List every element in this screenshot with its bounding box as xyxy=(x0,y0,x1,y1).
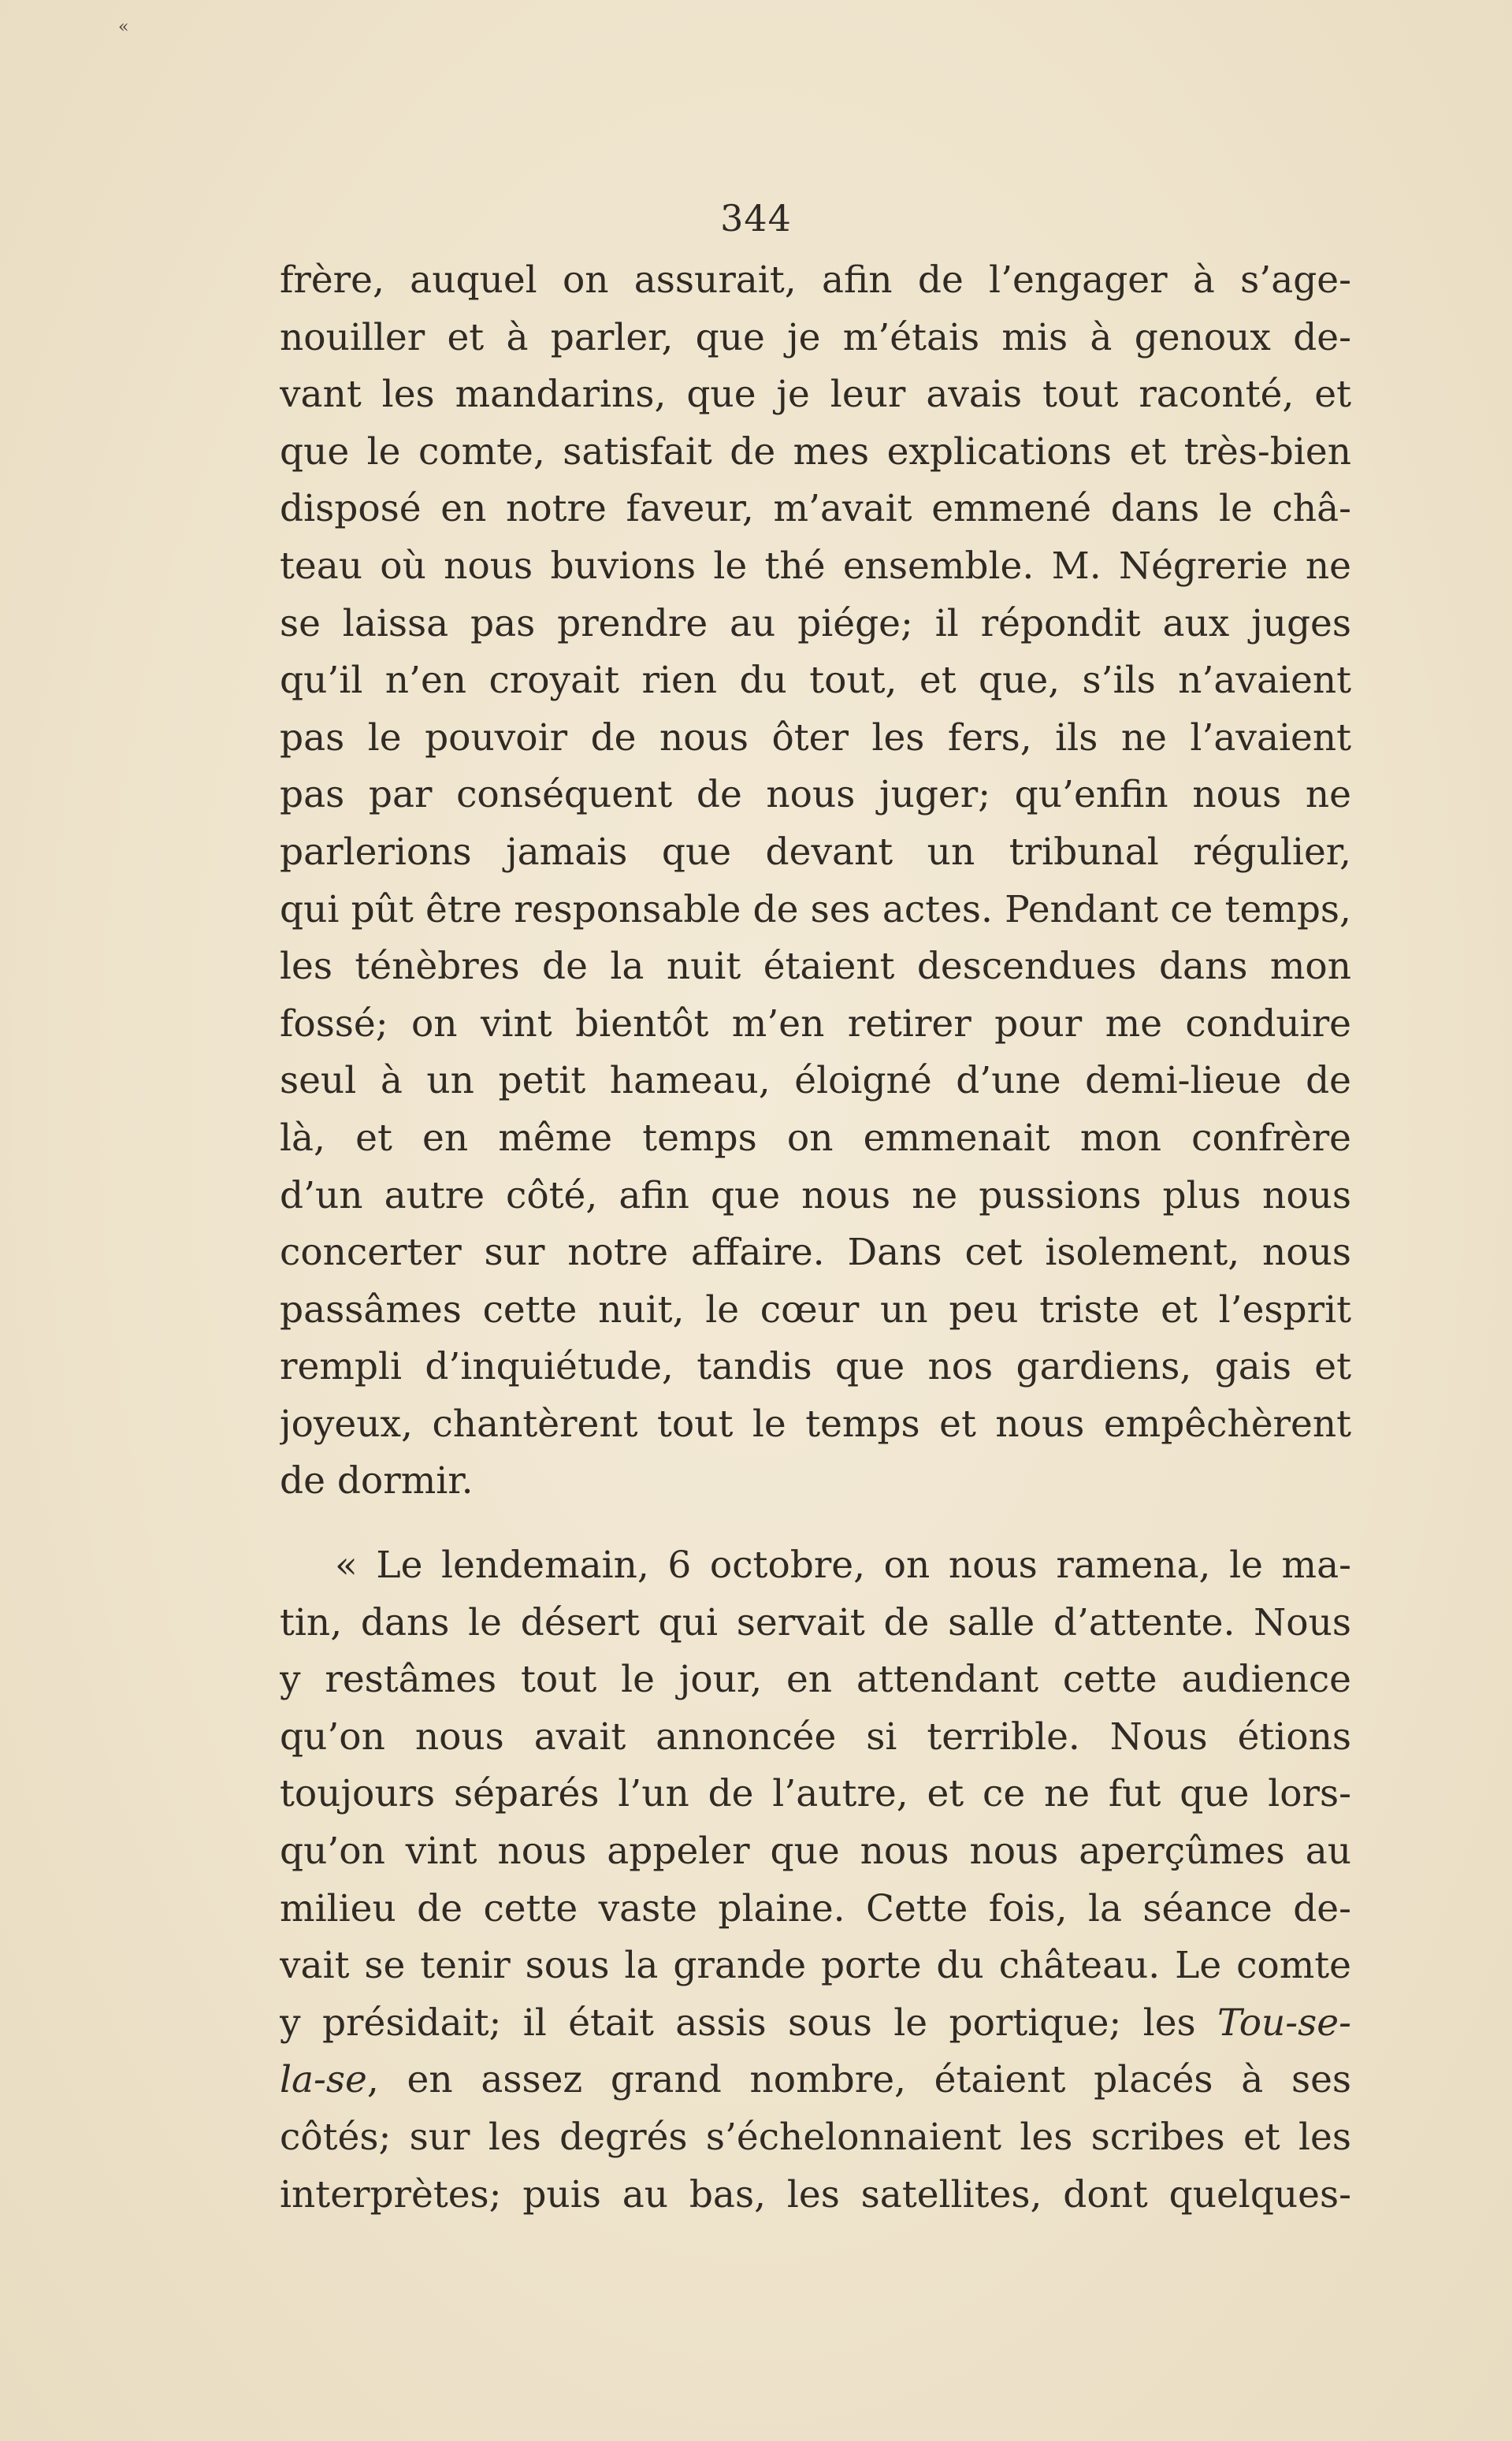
text-block xyxy=(280,252,1351,2224)
italic-term: la-se xyxy=(280,2058,367,2102)
text-line: d’un autre côté, afin que nous ne pussions plus nous xyxy=(280,1173,1351,1217)
text-line: joyeux, chantèrent tout le temps et nous empêchèrent xyxy=(280,1402,1351,1446)
text-fragment: , en assez grand nombre, étaient placés à ses xyxy=(366,2058,1351,2102)
text-line: les ténèbres de la nuit étaient descendues dans mon xyxy=(280,945,1351,989)
text-line: là, et en même temps on emmenait mon confrère xyxy=(280,1116,1351,1160)
paragraph-2 xyxy=(280,1537,1351,2224)
text-line: nouiller et à parler, que je m’étais mis à genoux de- xyxy=(280,315,1351,359)
text-line: disposé en notre faveur, m’avait emmené dans le châ- xyxy=(280,487,1351,531)
text-line: qui pût être responsable de ses actes. Pendant ce temps, xyxy=(280,887,1351,931)
text-line: fossé; on vint bientôt m’en retirer pour me conduire xyxy=(280,1001,1351,1046)
text-line: vait se tenir sous la grande porte du château. Le comte xyxy=(280,1944,1351,1988)
text-line: côtés; sur les degrés s’échelonnaient les scribes et les xyxy=(280,2116,1351,2159)
text-line xyxy=(280,2052,1351,2109)
text-line: passâmes cette nuit, le cœur un peu triste et l’esprit xyxy=(280,1287,1351,1332)
paragraph-1 xyxy=(280,252,1351,1510)
text-line: toujours séparés l’un de l’autre, et ce ne fut que lors- xyxy=(280,1772,1351,1816)
italic-term: Tou-se- xyxy=(1217,2001,1351,2045)
text-line: que le comte, satisfait de mes explications et très-bien xyxy=(280,429,1351,474)
text-line: milieu de cette vaste plaine. Cette fois, la séance de- xyxy=(280,1886,1351,1930)
text-line: vant les mandarins, que je leur avais tout raconté, et xyxy=(280,373,1351,417)
text-line: concerter sur notre affaire. Dans cet isolement, nous xyxy=(280,1231,1351,1275)
text-line: parlerions jamais que devant un tribunal régulier, xyxy=(280,830,1351,874)
page-number: 344 xyxy=(720,197,792,240)
paragraph-gap xyxy=(280,1510,1351,1537)
text-line: qu’il n’en croyait rien du tout, et que, s’ils n’avaient xyxy=(280,659,1351,703)
text-line: « Le lendemain, 6 octobre, on nous ramena, le ma- xyxy=(335,1544,1351,1588)
text-line: seul à un petit hameau, éloigné d’une demi-lieue de xyxy=(280,1059,1351,1103)
text-line: de dormir. xyxy=(280,1459,474,1503)
text-line: qu’on vint nous appeler que nous nous aperçûmes au xyxy=(280,1830,1351,1874)
text-line: qu’on nous avait annoncée si terrible. Nous étions xyxy=(280,1715,1351,1759)
text-line: teau où nous buvions le thé ensemble. M. Négrerie ne xyxy=(280,544,1351,588)
text-line: pas par conséquent de nous juger; qu’enfin nous ne xyxy=(280,773,1351,817)
text-line: frère, auquel on assurait, afin de l’engager à s’age- xyxy=(280,258,1351,302)
text-line xyxy=(280,1995,1351,2053)
corner-mark: « xyxy=(118,17,129,37)
text-line: y restâmes tout le jour, en attendant cette audience xyxy=(280,1658,1351,1702)
text-line: rempli d’inquiétude, tandis que nos gardiens, gais et xyxy=(280,1345,1351,1389)
text-line: tin, dans le désert qui servait de salle d’attente. Nous xyxy=(280,1600,1351,1644)
text-line: pas le pouvoir de nous ôter les fers, ils ne l’avaient xyxy=(280,715,1351,760)
text-fragment: y présidait; il était assis sous le portique; les xyxy=(280,2001,1218,2045)
text-line: interprètes; puis au bas, les satellites, dont quelques- xyxy=(280,2172,1351,2216)
text-line: se laissa pas prendre au piége; il répondit aux juges xyxy=(280,601,1351,645)
